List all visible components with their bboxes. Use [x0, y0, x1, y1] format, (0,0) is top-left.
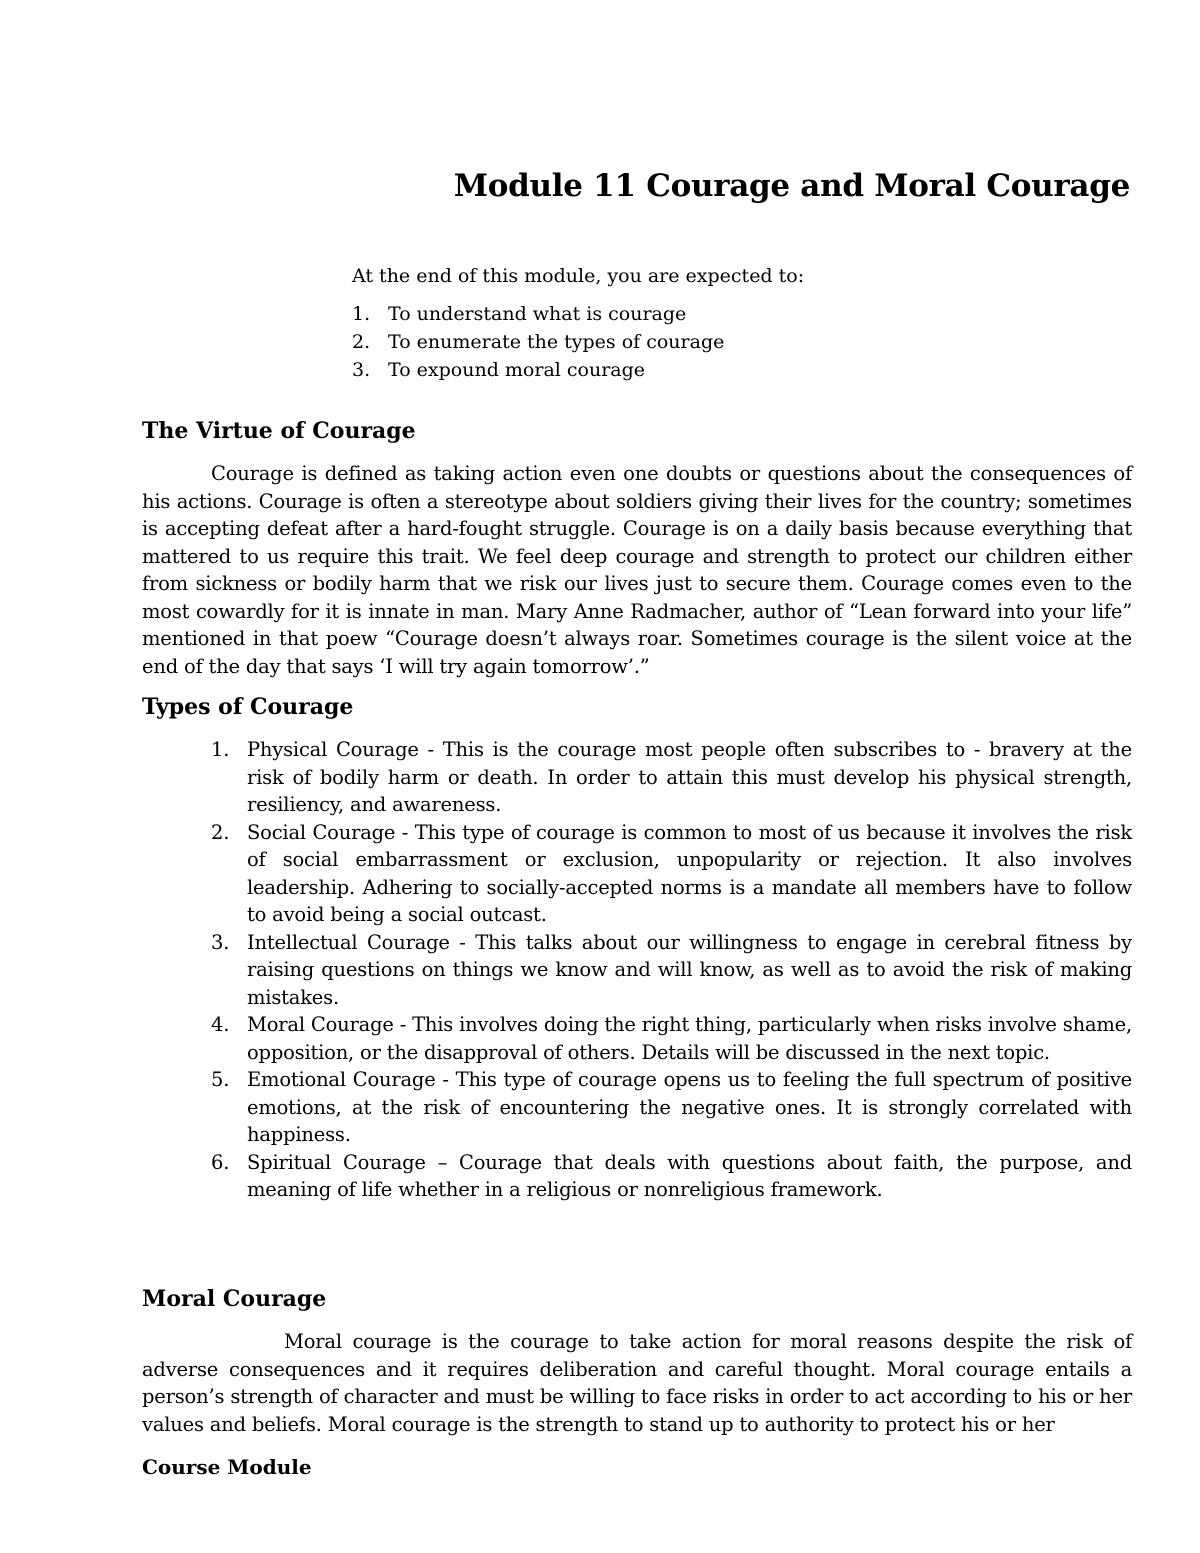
type-item	[211, 1066, 1132, 1149]
type-item	[211, 1011, 1132, 1066]
objective-text: To enumerate the types of courage	[388, 331, 725, 353]
type-item	[211, 929, 1132, 1012]
moral-paragraph: Moral courage is the courage to take action for moral reasons despite the risk of adverse consequences and it requires deliberation and careful thought. Moral courage entails a person’s strength of character and must be willing to face risks in order to act according to his or her values and beliefs. Moral courage is the strength to stand up to authority to protect his or her	[142, 1330, 1132, 1436]
objective-text: To expound moral courage	[388, 359, 646, 381]
type-text: Intellectual Courage - This talks about our willingness to engage in cerebral fitness by raising questions on things we know and will know, as well as to avoid the risk of making mistakes.	[247, 930, 1132, 1009]
objective-text: To understand what is courage	[388, 303, 687, 325]
objective-item	[352, 300, 1072, 328]
type-number: 4.	[211, 1013, 230, 1036]
type-item	[211, 736, 1132, 819]
virtue-heading: The Virtue of Courage	[142, 418, 416, 444]
objective-item	[352, 356, 1072, 384]
virtue-paragraph: Courage is defined as taking action even one doubts or questions about the consequences of his actions. Courage is often a stereotype about soldiers giving their lives for the country; sometimes is accepting defeat after a hard-fought struggle. Courage is on a daily basis because everything that mattered to us require this trait. We feel deep courage and strength to protect our children either from sickness or bodily harm that we risk our lives just to secure them. Courage comes even to the most cowardly for it is innate in man. Mary Anne Radmacher, author of “Lean forward into your life” mentioned in that poew “Courage doesn’t always roar. Sometimes courage is the silent voice at the end of the day that says ‘I will try again tomorrow’.”	[142, 462, 1132, 678]
types-heading: Types of Courage	[142, 694, 354, 720]
type-item	[211, 819, 1132, 929]
objectives-intro: At the end of this module, you are expected to:	[352, 265, 805, 287]
type-number: 6.	[211, 1150, 230, 1174]
moral-heading: Moral Courage	[142, 1286, 327, 1312]
document-title: Module 11 Courage and Moral Courage	[453, 168, 1130, 204]
type-number: 5.	[211, 1068, 230, 1091]
type-text: Physical Courage - This is the courage most people often subscribes to - bravery at the risk of bodily harm or death. In order to attain this must develop his physical strength, resiliency, and awareness.	[247, 738, 1132, 816]
type-item	[211, 1149, 1132, 1204]
type-text: Moral Courage - This involves doing the right thing, particularly when risks involve shame, opposition, or the disapproval of others. Details will be discussed in the next topic.	[247, 1013, 1132, 1064]
type-text: Social Courage - This type of courage is common to most of us because it involves the risk of social embarrassment or exclusion, unpopularity or rejection. It also involves leadership. Adhering to socially-accepted norms is a mandate all members have to follow to avoid being a social outcast.	[247, 820, 1132, 926]
type-text: Spiritual Courage – Courage that deals with questions about faith, the purpose, and meaning of life whether in a religious or nonreligious framework.	[247, 1150, 1132, 1201]
types-section	[211, 736, 1132, 1204]
type-number: 1.	[211, 738, 230, 761]
objective-number: 2.	[352, 331, 371, 353]
type-text: Emotional Courage - This type of courage opens us to feeling the full spectrum of positive emotions, at the risk of encountering the negative ones. It is strongly correlated with happiness.	[247, 1068, 1132, 1146]
objectives-section	[352, 262, 1072, 384]
page-footer: Course Module	[142, 1455, 312, 1479]
objective-item	[352, 328, 1072, 356]
types-list	[211, 736, 1132, 1204]
type-number: 3.	[211, 930, 230, 954]
type-number: 2.	[211, 820, 230, 844]
objectives-list	[352, 300, 1072, 384]
objective-number: 3.	[352, 359, 371, 381]
objective-number: 1.	[352, 303, 371, 325]
